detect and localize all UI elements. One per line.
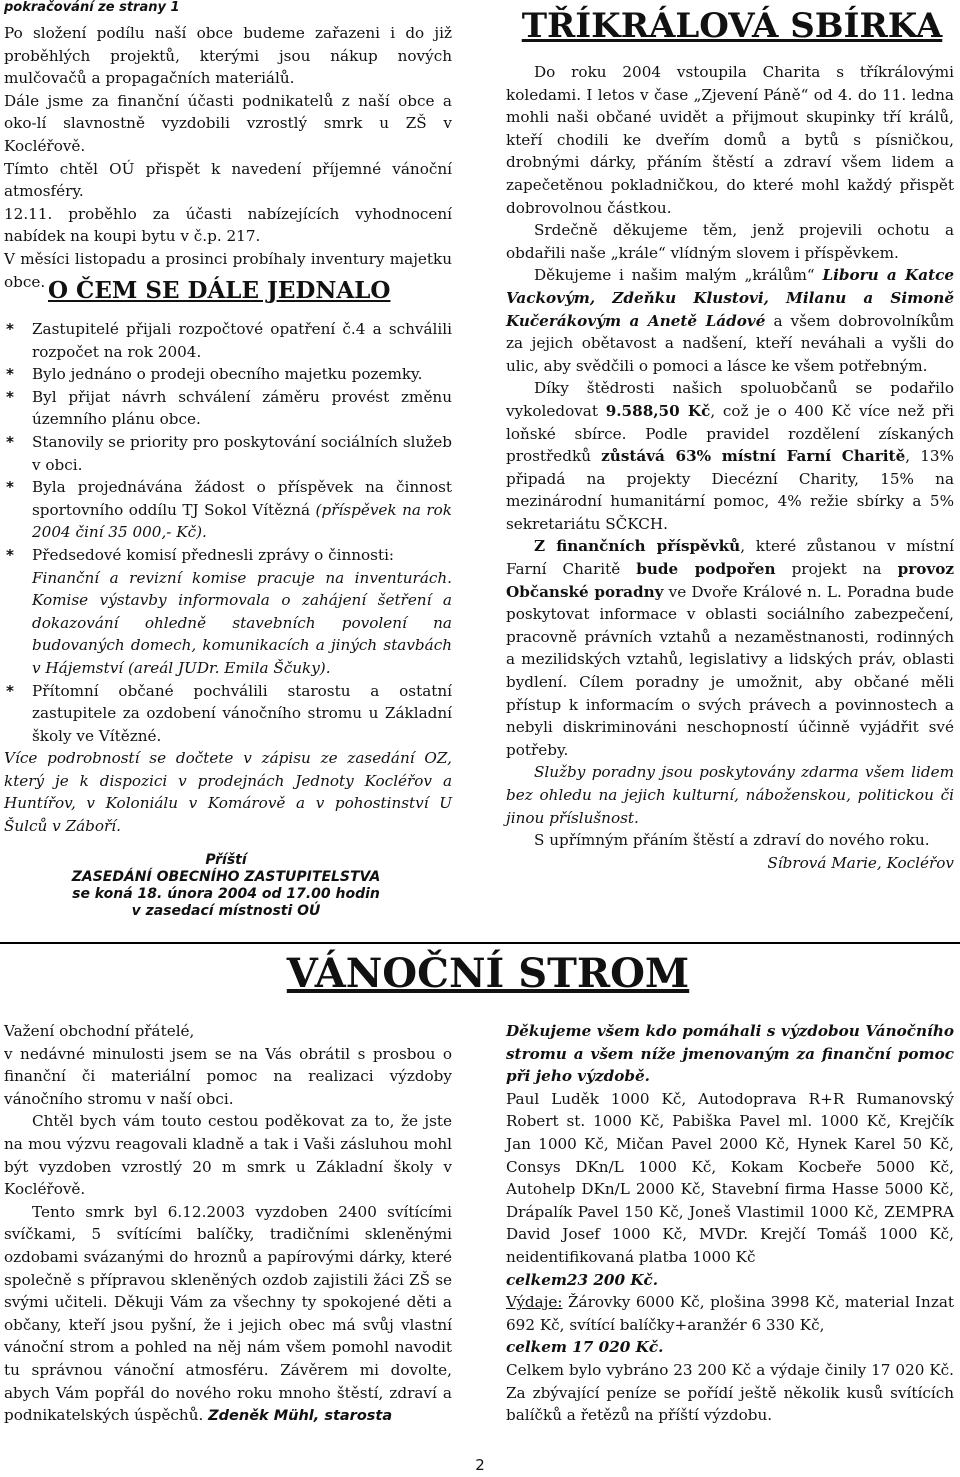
paragraph: 12.11. proběhlo za účasti nabízejících vyhodnocení nabídek na koupi bytu v č.p. 217. xyxy=(4,204,452,246)
highlight: provoz Občanské poradny xyxy=(506,560,955,601)
donors-list: Paul Luděk 1000 Kč, Autodoprava R+R Rumanovský Robert st. 1000 Kč, Pabiška Pavel ml. 1000 Kč, Krejčík Jan 1000 Kč, Mičan Pavel 2000 Kč, Hynek Karel 50 Kč, Consys DKn/L 1000 Kč, Kokam Kocbeře 5000 Kč, Autohelp DKn/L 2000 Kč, Stavební firma Hasse 5000 Kč, Drápalík Pavel 150 Kč, Joneš Vlastimil 1000 Kč, ZEMPRA David Josef 1000 Kč, MVDr. Krejčí Tomáš 1000 Kč, neidentifikovaná platba 1000 Kč xyxy=(506,1089,954,1266)
section-heading-strom: VÁNOČNÍ STROM xyxy=(286,950,690,997)
page-number: 2 xyxy=(475,1456,485,1474)
paragraph: Služby poradny jsou poskytovány zdarma všem lidem bez ohledu na jejich kulturní, náboženskou, politickou či jinou příslušnost. xyxy=(506,763,954,827)
names: Liboru a Katce Vackovým, Zdeňku Klustovi, Milanu a Simoně Kučerákovým a Anetě Ládové xyxy=(506,266,954,330)
strom-right-column xyxy=(506,1020,954,1427)
highlight: zůstává 63% místní Farní Charitě xyxy=(601,447,906,466)
paragraph: Srdečně děkujeme těm, jenž projevili ochotu a obdařili naše „krále“ vlídným slovem i příspěvkem. xyxy=(506,221,954,262)
text: , což je o 400 Kč více než při loňské sbírce. Podle pravidel rozdělení získaných prostředků xyxy=(506,401,954,466)
paragraph xyxy=(506,377,954,535)
amount: 9.588,50 Kč xyxy=(605,401,711,420)
paragraph xyxy=(506,1291,954,1336)
list-item: * Stanovily se priority pro poskytování sociálních služeb v obci. xyxy=(4,431,452,476)
paragraph: Tímto chtěl OÚ přispět k navedení příjemné vánoční atmosféry. xyxy=(4,159,452,201)
meeting-line: v zasedací místnosti OÚ xyxy=(131,903,321,919)
section-heading-jednalo: O ČEM SE DÁLE JEDNALO xyxy=(48,277,391,304)
list-item-italic: (příspěvek na rok 2004 činí 35 000,- Kč). xyxy=(32,500,452,542)
horizontal-divider xyxy=(0,942,960,944)
more-info-paragraph: Více podrobností se dočtete v zápisu ze zasedání OZ, který je k dispozici v prodejnách Jednoty Kocléřov a Huntířov, v Koloniálu v Komárově a v pohostinství U Šulců v Záboří. xyxy=(4,749,452,836)
paragraph xyxy=(506,264,954,377)
paragraph: Po složení podílu naší obce budeme zařazeni i do již proběhlých projektů, kterými jsou nákup nových mulčovačů a propagačních materiálů. xyxy=(4,24,452,88)
paragraph xyxy=(506,535,954,761)
paragraph: Važení obchodní přátelé, xyxy=(4,1022,195,1040)
meeting-line: Příští xyxy=(205,852,247,868)
highlight: Z finančních příspěvků xyxy=(534,537,741,556)
text: , které zůstanou v místní Farní Charitě xyxy=(506,537,955,579)
list-item: * Byl přijat návrh schválení záměru provést změnu územního plánu obce. xyxy=(4,386,452,431)
left-column-news xyxy=(4,22,452,293)
paragraph: Chtěl bych vám touto cestou poděkovat za to, že jste na mou výzvu reagovali kladně a tak i Vaši zásluhou mohl být vyzdoben vzrostlý 20 m smrk u Základní školy v Kocléřově. xyxy=(4,1112,452,1199)
paragraph xyxy=(4,1201,452,1428)
text: , 13% připadá na projekty Diecézní Charity, 15% na mezinárodní humanitární pomoc, 4% režie sbírky a 5% sekretariátu SČKCH. xyxy=(506,447,954,533)
paragraph: V měsíci listopadu a prosinci probíhaly inventury majetku obce. xyxy=(4,249,452,291)
signature: Síbrová Marie, Kocléřov xyxy=(767,853,954,872)
total: celkem23 200 Kč. xyxy=(506,1270,659,1289)
continuation-note: pokračování ze strany 1 xyxy=(4,0,180,15)
list-item: * Zastupitelé přijali rozpočtové opatření č.4 a schválili rozpočet na rok 2004. xyxy=(4,318,452,363)
paragraph: S upřímným přáním štěstí a zdraví do nového roku. xyxy=(534,831,930,850)
text: Díky štědrosti našich spoluobčanů se podařilo vykoledovat xyxy=(506,379,954,420)
list-item-italic: Finanční a revizní komise pracuje na inventurách. Komise výstavby informovala o zahájení šetření a dokazování ohledně stavebních povolení na budovaných domech, komunikacích a jiných stavbách v Hájemství (areál JUDr. Emila Ščuky). xyxy=(32,568,452,677)
list-item-text: Byla projednávána žádost o příspěvek na činnost sportovního oddílu TJ Sokol Vítězná xyxy=(32,478,452,519)
paragraph: v nedávné minulosti jsem se na Vás obrátil s prosbou o finanční či materiální pomoc na realizaci výzdoby vánočního stromu v naší obci. xyxy=(4,1044,452,1108)
meeting-line: se koná 18. února 2004 od 17.00 hodin xyxy=(72,886,380,902)
label: Výdaje: xyxy=(506,1293,563,1312)
jednalo-list xyxy=(4,318,452,838)
signature: Zdeněk Mühl, starosta xyxy=(208,1408,393,1425)
text: projekt na xyxy=(775,560,898,579)
paragraph: Děkujeme všem kdo pomáhali s výzdobou Vánočního stromu a všem níže jmenovaným za finanční pomoc při jeho výzdobě. xyxy=(506,1022,954,1086)
paragraph: Do roku 2004 vstoupila Charita s tříkrálovými koledami. I letos v čase „Zjevení Páně“ od 4. do 11. ledna mohli naši občané uvidět a přijmout skupinky tří králů, kteří chodili ke dveřím domů a bytů s písničkou, drobnými dárky, přáním štěstí a zdraví všem lidem a zapečetěnou pokladničkou, do které mohl každý přispět dobrovolnou částkou. xyxy=(506,63,954,217)
paragraph: Dále jsme za finanční účasti podnikatelů z naší obce a oko-lí slavnostně vyzdobili vzrostlý smrk u ZŠ v Kocléřově. xyxy=(4,91,452,155)
meeting-line: ZASEDÁNÍ OBECNÍHO ZASTUPITELSTVA xyxy=(71,869,381,885)
text: ve Dvoře Králové n. L. Poradna bude poskytovat informace v oblasti sociálního zabezpečení, pracovně právních vztahů a nezaměstnanosti, rodinných a mezilidských vztahů, legislativy a lidských práv, oblasti bydlení. Cílem poradny je umožnit, aby občané měli přístup k informacím o svých právech a povinnostech a nebyli diskriminováni neschopností účinně vyjádřit své potřeby. xyxy=(506,582,954,759)
list-item xyxy=(4,476,452,544)
section-heading-trikralova: TŘÍKRÁLOVÁ SBÍRKA xyxy=(521,6,943,46)
list-item: * Bylo jednáno o prodeji obecního majetku pozemky. xyxy=(4,363,452,386)
list-item-text: Předsedové komisí přednesli zprávy o činnosti: xyxy=(32,545,395,564)
list-item: * Přítomní občané pochválili starostu a ostatní zastupitele za ozdobení vánočního stromu u Základní školy ve Vítězné. xyxy=(4,680,452,748)
strom-left-column xyxy=(4,1020,452,1428)
total: celkem 17 020 Kč. xyxy=(506,1338,664,1357)
paragraph: Celkem bylo vybráno 23 200 Kč a výdaje činily 17 020 Kč. Za zbývající peníze se pořídí ještě několik kusů svítících balíčků a řetězů na příští výzdobu. xyxy=(506,1360,954,1425)
list-item xyxy=(4,544,452,680)
text: Tento smrk byl 6.12.2003 vyzdoben 2400 svítícími svíčkami, 5 svítícími balíčky, tradičními skleněnými ozdobami svázanými do hroznů a papírovými dárky, které společně s přípravou skleněných ozdob zajistili žáci ZŠ se svými učiteli. Děkuji Vám za všechny ty spokojené děti a občany, kteří jsou pyšní, že i jejich obec má svůj vlastní vánoční strom a pohled na něj nám všem pomohl navodit tu správnou vánoční atmosféru. Závěrem mi dovolte, abych Vám popřál do nového roku mnoho štěstí, zdraví a podnikatelských úspěchů. xyxy=(4,1202,452,1425)
trikralova-column xyxy=(506,61,954,874)
text: Žárovky 6000 Kč, plošina 3998 Kč, material Inzat 692 Kč, svítící balíčky+aranžér 6 330 Kč, xyxy=(506,1293,954,1334)
text: a všem dobrovolníkům za jejich obětavost a nadšení, kteří neváhali a vyšli do ulic, aby svědčili o pomoci a lásce ke všem potřebným. xyxy=(506,311,954,375)
highlight: bude podpořen xyxy=(636,560,776,579)
meeting-notice xyxy=(56,852,396,920)
text: Děkujeme i našim malým „králům“ xyxy=(534,266,823,285)
